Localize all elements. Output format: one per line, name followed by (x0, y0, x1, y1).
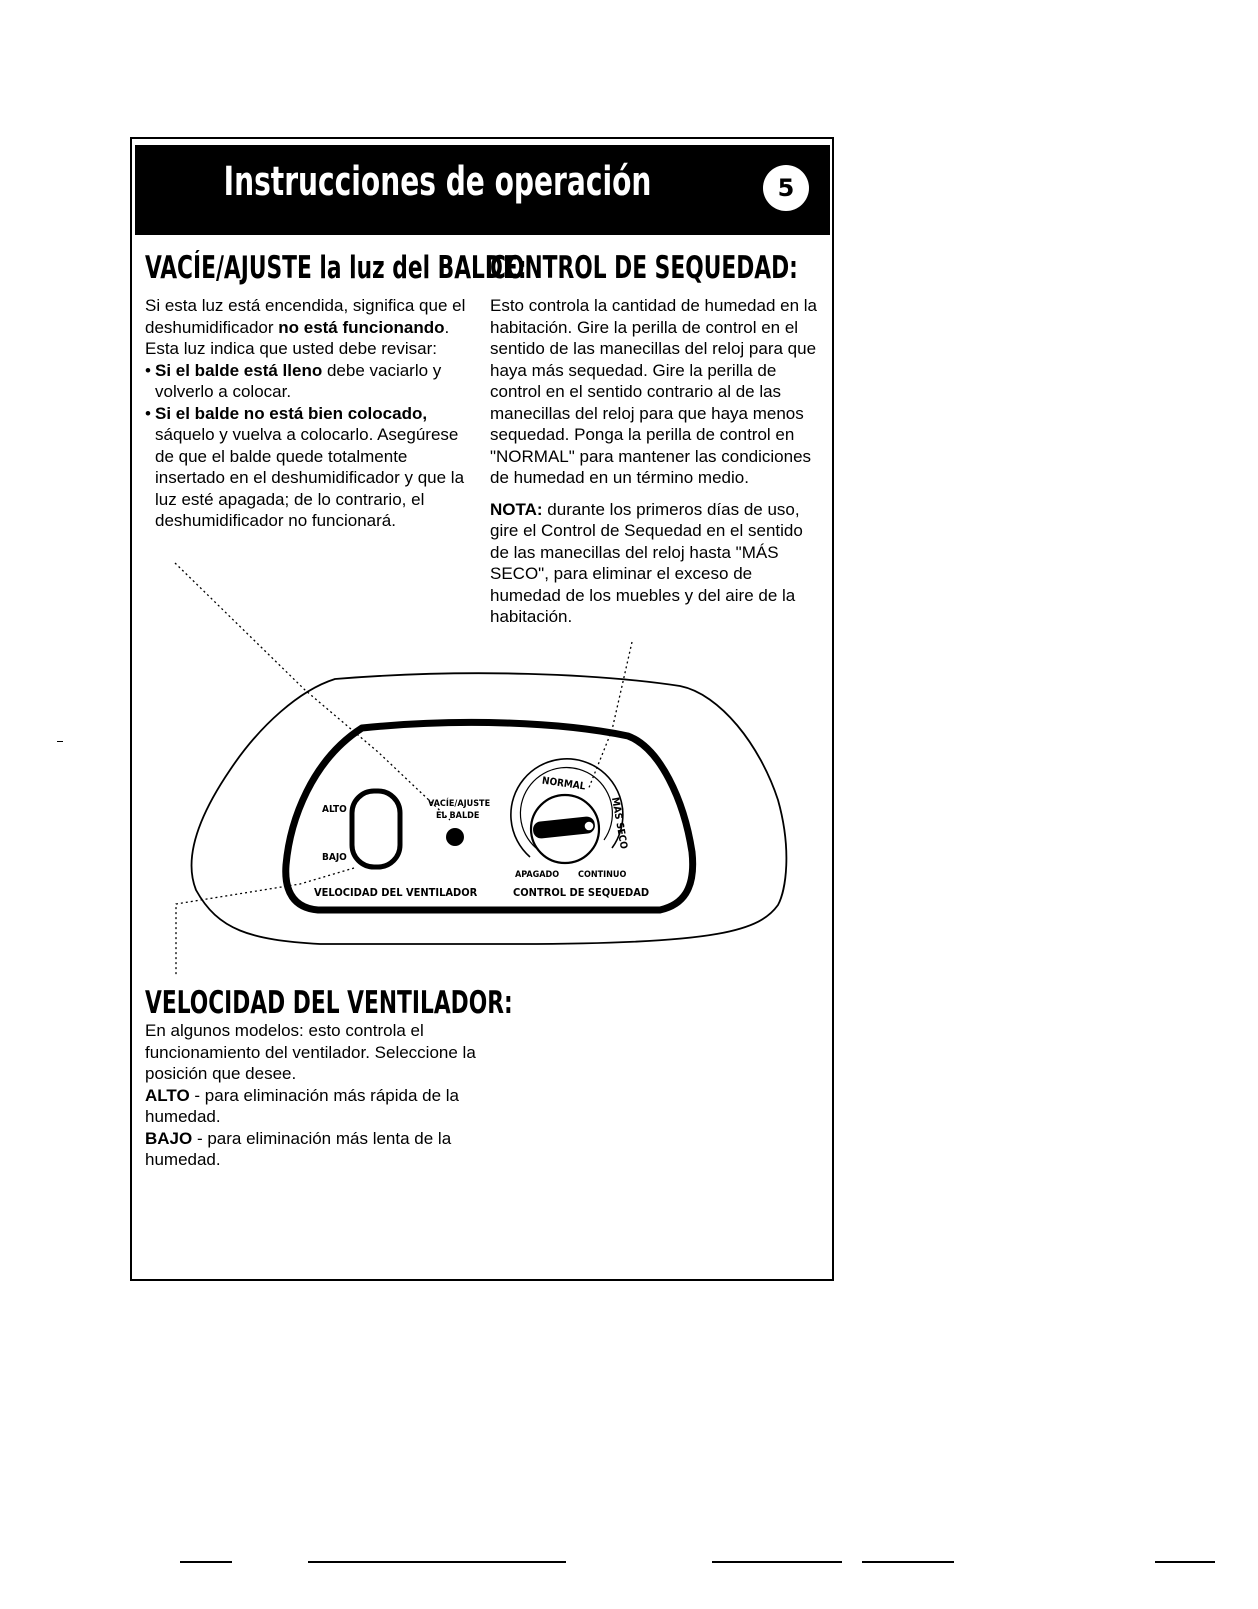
fan-low-label: BAJO (322, 852, 347, 863)
scan-mark (712, 1561, 842, 1563)
dial-off-label: APAGADO (515, 870, 560, 880)
bucket-light-label-2: EL BALDE (436, 811, 480, 821)
scan-mark (308, 1561, 566, 1563)
scan-mark (862, 1561, 954, 1563)
dryness-control-caption: CONTROL DE SEQUEDAD (513, 886, 650, 899)
dial-pointer-dot (584, 821, 594, 831)
list-item: • Si el balde no está bien colocado, sáquelo y vuelva a colocarlo. Asegúrese de que el balde quede totalmente insertado en el deshumidificador y que la luz esté apagada; de lo contrario, el deshumidificador no funcionará. (145, 403, 475, 532)
fan-speed-rocker-switch[interactable] (352, 791, 400, 867)
dial-dry-label: MÁS SECO (608, 796, 629, 850)
scan-mark (1155, 1561, 1215, 1563)
fan-high-label: ALTO (322, 804, 347, 815)
dryness-control-leader (588, 642, 632, 790)
fan-speed-leader (176, 868, 354, 976)
dryness-control-text: Esto controla la cantidad de humedad en la habitación. Gire la perilla de control en el sentido de las manecillas del reloj para que haya más sequedad. Gire la perilla de control en el sentido contrario al de las manecillas del reloj para que haya menos sequedad. Ponga la perilla de control en "NORMAL" para mantener las condiciones de humedad en un término medio. (490, 296, 818, 487)
fan-speed-high: ALTO - para eliminación más rápida de la humedad. (145, 1085, 460, 1126)
control-bezel (286, 722, 693, 910)
fan-speed-heading: VELOCIDAD DEL VENTILADOR: (145, 985, 513, 1021)
fan-speed-low: BAJO - para eliminación más lenta de la humedad. (145, 1128, 452, 1169)
dial-continuous-label: CONTINUO (578, 870, 627, 880)
scan-mark (57, 741, 63, 742)
page-number-badge: 5 (763, 165, 809, 211)
bucket-indicator-light (446, 828, 464, 846)
bucket-light-label-1: VACÍE/AJUSTE (428, 799, 491, 809)
bucket-light-heading: VACÍE/AJUSTE la luz del BALDE: (145, 250, 527, 286)
fan-speed-body (145, 1020, 485, 1171)
fan-speed-intro: En algunos modelos: esto controla el funcionamiento del ventilador. Seleccione la posición que desee. (145, 1021, 476, 1083)
page-title: Instrucciones de operación (223, 159, 652, 205)
list-item: • Si el balde está lleno debe vaciarlo y volverlo a colocar. (145, 360, 475, 403)
dryness-control-note: NOTA: durante los primeros días de uso, gire el Control de Sequedad en el sentido de las manecillas del reloj hasta "MÁS SECO", para eliminar el exceso de humedad de los muebles y del aire de la habitación. (490, 499, 803, 626)
dryness-control-heading: CONTROL DE SEQUEDAD: (490, 250, 798, 286)
dial-normal-label: NORMAL (541, 775, 587, 793)
scan-mark (180, 1561, 232, 1563)
fan-speed-caption: VELOCIDAD DEL VENTILADOR (314, 886, 478, 899)
bucket-light-intro: Si esta luz está encendida, significa que el deshumidificador no está funcionando. Esta luz indica que usted debe revisar: (145, 296, 466, 358)
